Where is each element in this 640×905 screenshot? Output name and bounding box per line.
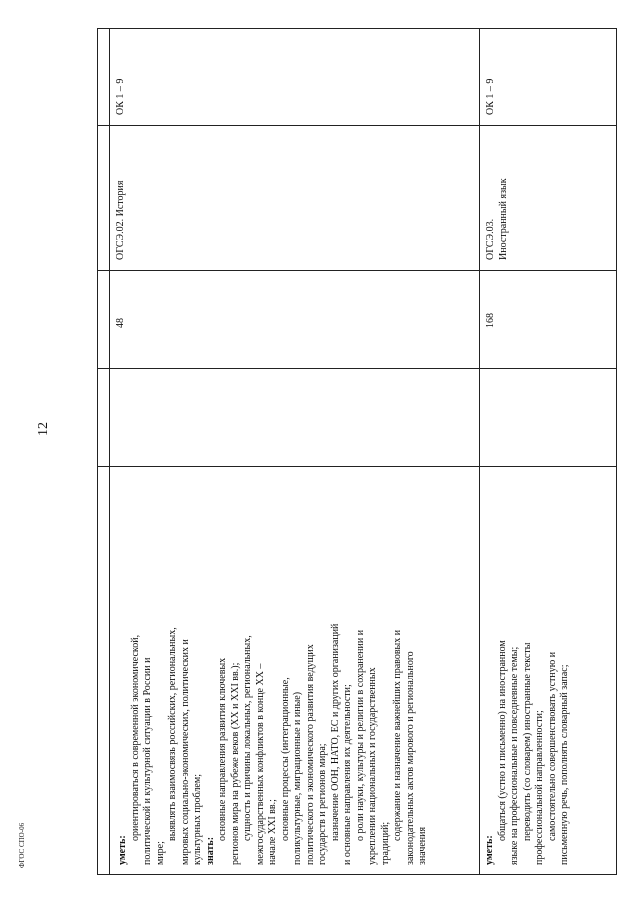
text-line: ориентироваться в современной экономической, <box>129 634 141 841</box>
text-line: государств и регионов мира; <box>317 743 328 865</box>
text-line: традиций; <box>379 821 391 865</box>
text-line: выявлять взаимосвязь российских, региональных, <box>167 627 178 841</box>
competency-text <box>117 624 430 865</box>
text-line: законодательных актов мирового и регионального <box>404 651 416 865</box>
hours-value: 48 <box>115 318 126 328</box>
discipline-name <box>115 181 128 261</box>
text-line: уметь: <box>484 835 495 865</box>
text-line: сущность и причины локальных, региональных, <box>242 635 253 841</box>
text-line: профессиональной направленности; <box>534 710 545 865</box>
table-border-bottom <box>616 28 617 874</box>
column-divider <box>97 270 617 271</box>
competency-codes: ОК 1 – 9 <box>485 78 496 115</box>
discipline-name <box>485 178 510 260</box>
text-line: языке на профессиональные и повседневные темы; <box>509 646 520 865</box>
text-line: содержание и назначение важнейших правовых и <box>392 629 403 841</box>
column-divider <box>97 125 617 126</box>
text-line: о роли науки, культуры и религии в сохранении и <box>354 629 366 841</box>
text-line: назначение ООН, НАТО, ЕС и других организаций <box>329 623 341 841</box>
text-line: начале XXI вв.; <box>267 799 278 865</box>
text-line: культурных проблем; <box>192 774 203 865</box>
discipline-line: ОГСЭ.03. <box>485 218 496 260</box>
text-line: основные процессы (интеграционные, <box>279 677 291 841</box>
text-line: письменную речь, пополнять словарный запас; <box>559 664 570 865</box>
discipline-line: ОГСЭ.02. История <box>115 180 126 260</box>
page-number: 12 <box>36 422 51 436</box>
text-line: политического и экономического развития ведущих <box>304 644 316 865</box>
text-line: общаться (устно и письменно) на иностранном <box>496 640 508 841</box>
column-divider <box>97 368 617 369</box>
table-border-top <box>97 28 98 874</box>
row-divider <box>479 28 480 874</box>
text-line: политической и культурной ситуации в России и <box>142 657 153 865</box>
text-line: межгосударственных конфликтов в конце XX – <box>254 663 266 865</box>
column-divider <box>97 466 617 467</box>
discipline-line: Иностранный язык <box>497 178 509 260</box>
text-line: и основные направления их деятельности; <box>342 684 353 865</box>
text-line: знать: <box>204 836 216 865</box>
competency-text <box>484 640 572 865</box>
text-line: значения <box>417 826 428 865</box>
text-line: укреплении национальных и государственных <box>367 667 378 865</box>
hours-value: 168 <box>485 313 496 328</box>
text-line: поликультурные, миграционные и иные) <box>292 691 303 865</box>
text-line: переводить (со словарем) иностранные тексты <box>521 642 533 841</box>
footer-code: ФГОС СПО-06 <box>18 822 26 868</box>
text-line: основные направления развития ключевых <box>217 657 228 841</box>
text-line: мире; <box>154 841 166 865</box>
text-line: регионов мира на рубеже веков (XX и XXI вв.); <box>229 662 241 865</box>
competency-codes: ОК 1 – 9 <box>115 78 126 115</box>
text-line: мировых социально-экономических, политических и <box>179 639 191 865</box>
row-divider <box>109 28 110 874</box>
text-line: уметь: <box>117 835 128 865</box>
text-line: самостоятельно совершенствовать устную и <box>546 651 558 841</box>
table-border-left <box>97 874 617 875</box>
table-border-right <box>97 28 617 29</box>
